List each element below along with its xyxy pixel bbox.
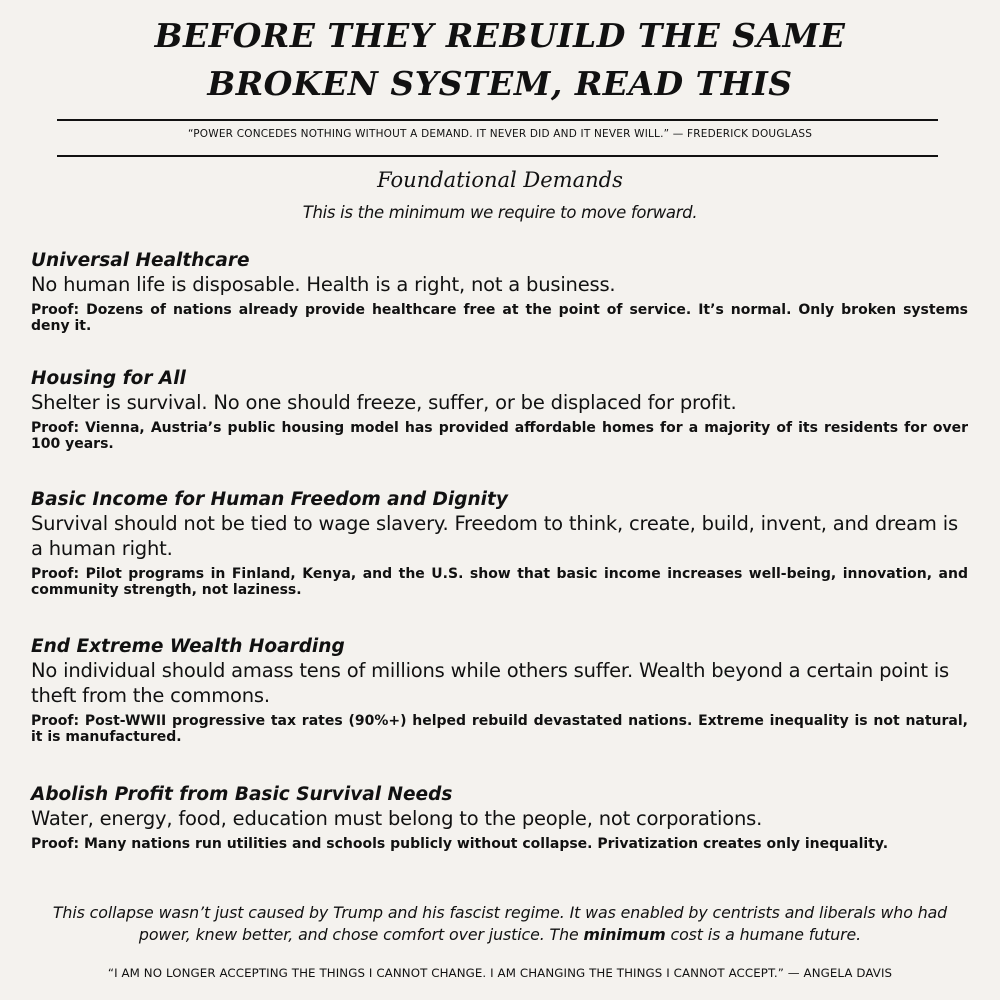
demand-basic-income <box>31 488 968 598</box>
top-divider <box>57 119 938 121</box>
demand-heading: Universal Healthcare <box>31 250 250 271</box>
demand-heading: End Extreme Wealth Hoarding <box>31 636 345 657</box>
closing-emphasis: minimum <box>583 925 666 944</box>
page-title <box>0 12 1000 108</box>
demand-proof: Proof: Post-WWII progressive tax rates (90%+) helped rebuild devastated nations. Extreme inequality is not natural, it is manufactured. <box>31 713 968 745</box>
demand-universal-healthcare <box>31 249 968 334</box>
demand-statement: Survival should not be tied to wage slavery. Freedom to think, create, build, invent, and dream is a human right. <box>31 512 958 560</box>
demand-heading: Basic Income for Human Freedom and Dignity <box>31 489 508 510</box>
section-subtitle: This is the minimum we require to move forward. <box>302 203 698 222</box>
title-line-2: BROKEN SYSTEM, READ THIS <box>207 64 793 103</box>
demand-proof: Proof: Pilot programs in Finland, Kenya, and the U.S. show that basic income increases well-being, innovation, and community strength, not laziness. <box>31 566 968 598</box>
section-title: Foundational Demands <box>377 168 623 192</box>
douglass-quote: “POWER CONCEDES NOTHING WITHOUT A DEMAND. IT NEVER DID AND IT NEVER WILL.” — FREDERICK DOUGLASS <box>187 128 813 140</box>
demand-proof: Proof: Vienna, Austria’s public housing model has provided affordable homes for a majority of its residents for over 100 years. <box>31 420 968 452</box>
davis-quote: “I AM NO LONGER ACCEPTING THE THINGS I CANNOT CHANGE. I AM CHANGING THE THINGS I CANNOT ACCEPT.” — ANGELA DAVIS <box>107 966 893 980</box>
demand-abolish-profit <box>31 783 968 852</box>
demand-heading: Abolish Profit from Basic Survival Needs <box>31 784 453 805</box>
title-line-1: BEFORE THEY REBUILD THE SAME <box>154 16 846 55</box>
closing-statement <box>30 902 970 946</box>
demand-heading: Housing for All <box>31 368 186 389</box>
demand-proof: Proof: Many nations run utilities and schools publicly without collapse. Privatization creates only inequality. <box>31 836 889 852</box>
demand-statement: No individual should amass tens of millions while others suffer. Wealth beyond a certain point is theft from the commons. <box>31 659 949 707</box>
demand-statement: No human life is disposable. Health is a right, not a business. <box>31 273 616 296</box>
demand-statement: Water, energy, food, education must belong to the people, not corporations. <box>31 807 763 830</box>
demand-statement: Shelter is survival. No one should freeze, suffer, or be displaced for profit. <box>31 391 737 414</box>
demand-housing-for-all <box>31 367 968 452</box>
demand-proof: Proof: Dozens of nations already provide healthcare free at the point of service. It’s normal. Only broken systems deny it. <box>31 302 968 334</box>
closing-text-before: This collapse wasn’t just caused by Trump and his fascist regime. It was enabled by centrists and liberals who had power, knew better, and chose comfort over justice. The <box>52 903 948 944</box>
bottom-divider <box>57 155 938 157</box>
demand-end-wealth-hoarding <box>31 635 968 745</box>
closing-text-after: cost is a humane future. <box>665 925 862 944</box>
